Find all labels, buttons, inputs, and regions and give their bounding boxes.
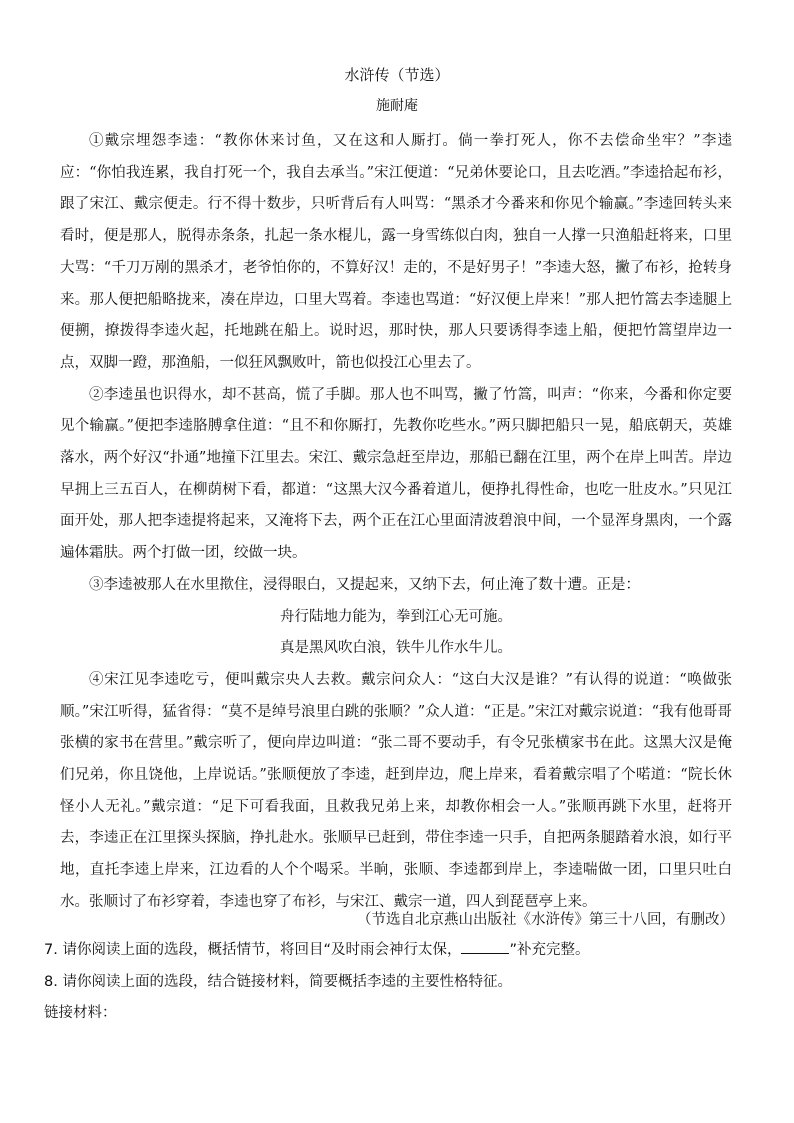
passage-body: [60, 126, 732, 919]
answer-blank[interactable]: [461, 939, 509, 954]
question-8: 8. 请你阅读上面的选段，结合链接材料，简要概括李逵的主要性格特征。: [44, 974, 512, 990]
link-material-label: 链接材料：: [44, 1005, 117, 1021]
poem-line-1: 舟行陆地力能为，拳到江心无可施。: [280, 608, 512, 625]
paragraph-3: ③李逵被那人在水里揿住，浸得眼白，又提起来，又纳下去，何止淹了数十遭。正是：: [89, 576, 640, 593]
question-7: [44, 939, 589, 961]
poem-line-2: 真是黑风吹白浪，铁牛儿作水牛儿。: [280, 640, 512, 657]
paragraph-2: ②李逵虽也识得水，却不甚高，慌了手脚。那人也不叫骂，撇了竹篙，叫声：“你来，今番和你定要见个输赢。”便把李逵胳膊拿住道：“且不和你厮打，先教你吃些水。”两只脚把船只一晃，船底朝天，英雄落水，两个好汉“扑通”地撞下江里去。宋江、戴宗急赶至岸边，那船已翻在江里，两个在岸上叫苦。岸边早拥上三五百人，在柳荫树下看，都道：“这黑大汉今番着道儿，便挣扎得性命，也吃一肚皮水。”只见江面开处，那人把李逵提将起来，又淹将下去，两个正在江心里面清波碧浪中间，一个显浑身黑肉，一个露遍体霜肤。两个打做一团，绞做一块。: [60, 386, 732, 562]
author-name: 施耐庵: [376, 98, 418, 114]
page-title: 水浒传（节选）: [344, 66, 450, 84]
paragraph-1: ①戴宗埋怨李逵：“教你休来讨鱼，又在这和人厮打。倘一拳打死人，你不去偿命坐牢？”李逵应：“你怕我连累，我自打死一个，我自去承当。”宋江便道：“兄弟休要论口，且去吃酒。”李逵拾起布衫，跟了宋江、戴宗便走。行不得十数步，只听背后有人叫骂：“黑杀才今番来和你见个输赢。”李逵回转头来看时，便是那人，脱得赤条条，扎起一条水棍儿，露一身雪练似白肉，独自一人撑一只渔船赶将来，口里大骂：“千刀万剐的黑杀才，老爷怕你的，不算好汉！走的，不是好男子！”李逵大怒，撇了布衫，抢转身来。那人便把船略拢来，凑在岸边，口里大骂着。李逵也骂道：“好汉便上岸来！”那人把竹篙去李逵腿上便搠，撩拨得李逵火起，托地跳在船上。说时迟，那时快，那人只要诱得李逵上船，便把竹篙望岸边一点，双脚一蹬，那渔船，一似狂风飘败叶，箭也似投江心里去了。: [60, 133, 732, 371]
paragraph-4: ④宋江见李逵吃亏，便叫戴宗央人去救。戴宗问众人：“这白大汉是谁？”有认得的说道：“唤做张顺。”宋江听得，猛省得：“莫不是绰号浪里白跳的张顺？”众人道：“正是。”宋江对戴宗说道：“我有他哥哥张横的家书在营里。”戴宗听了，便向岸边叫道：“张二哥不要动手，有令兄张横家书在此。这黑大汉是俺们兄弟，你且饶他，上岸说话。”张顺便放了李逵，赶到岸边，爬上岸来，看着戴宗唱了个喏道：“院长休怪小人无礼。”戴宗道：“足下可看我面，且救我兄弟上来，却教你相会一人。”张顺再跳下水里，赶将开去，李逵正在江里探头探脑，挣扎赴水。张顺早已赶到，带住李逵一只手，自把两条腿踏着水浪，如行平地，直托李逵上岸来，江边看的人个个喝采。半晌，张顺、李逵都到岸上，李逵喘做一团，口里只吐白水。张顺讨了布衫穿着，李逵也穿了布衫，与宋江、戴宗一道，四人到琵琶亭上来。: [60, 671, 732, 910]
source-note: （节选自北京燕山出版社《水浒传》第三十八回，有删改）: [357, 912, 734, 928]
question-7-text-before: 7. 请你阅读上面的选段，概括情节，将回目“及时雨会神行太保，: [44, 942, 462, 958]
question-7-text-after: ”补充完整。: [509, 942, 590, 958]
